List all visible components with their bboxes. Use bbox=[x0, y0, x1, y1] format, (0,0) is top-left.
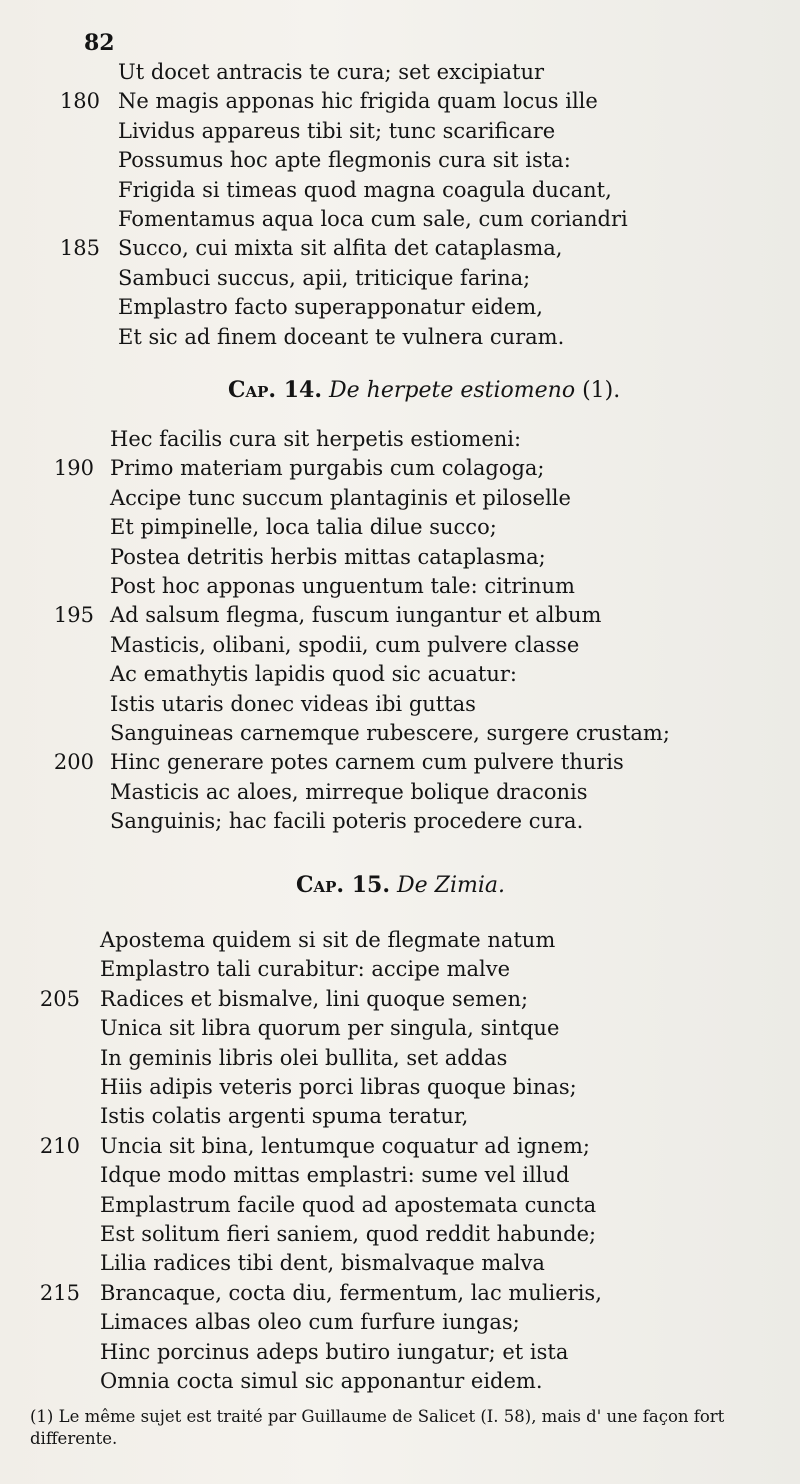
footnote: (1) Le même sujet est traité par Guillaume de Salicet (I. 58), mais d' une façon fort differente. bbox=[30, 1407, 725, 1448]
verse-line: Ne magis apponas hic frigida quam locus ille bbox=[118, 89, 598, 114]
verse-line: Est solitum fieri saniem, quod reddit habunde; bbox=[100, 1222, 597, 1246]
verse-line: Primo materiam purgabis cum colagoga; bbox=[110, 456, 545, 481]
verse-line: Hec facilis cura sit herpetis estiomeni: bbox=[110, 427, 522, 451]
verse-line: Succo, cui mixta sit alfita det cataplasma, bbox=[118, 236, 563, 261]
verse-line: Emplastro facto superapponatur eidem, bbox=[118, 295, 543, 320]
verse-line: Unica sit libra quorum per singula, sintque bbox=[100, 1016, 560, 1041]
verse-line: Limaces albas oleo cum furfure iungas; bbox=[100, 1310, 520, 1335]
verse-line: Emplastrum facile quod ad apostemata cuncta bbox=[100, 1192, 597, 1217]
verse-line: Istis colatis argenti spuma teratur, bbox=[100, 1104, 469, 1129]
verse-line: Radices et bismalve, lini quoque semen; bbox=[100, 986, 529, 1011]
verse-line: Sanguineas carnemque rubescere, surgere crustam; bbox=[110, 721, 670, 745]
verse-line: In geminis libris olei bullita, set addas bbox=[100, 1045, 508, 1070]
bleed-through bbox=[670, 40, 800, 1440]
verse-line: Possumus hoc apte flegmonis cura sit ista: bbox=[118, 148, 571, 173]
verse-line: Ut docet antracis te cura; set excipiatur bbox=[118, 60, 545, 84]
line-number: 195 bbox=[53, 603, 94, 628]
verse-line: Istis utaris donec videas ibi guttas bbox=[110, 691, 476, 716]
chapter-14-note-ref: (1). bbox=[582, 378, 621, 403]
verse-line: Post hoc apponas unguentum tale: citrinum bbox=[110, 574, 575, 598]
verse-line: Postea detritis herbis mittas cataplasma; bbox=[110, 544, 546, 569]
verse-line: Hinc porcinus adeps butiro iungatur; et ista bbox=[100, 1339, 569, 1364]
line-number: 215 bbox=[39, 1280, 80, 1305]
verse-line: Hinc generare potes carnem cum pulvere thuris bbox=[110, 750, 624, 775]
verse-line: Frigida si timeas quod magna coagula ducant, bbox=[118, 177, 612, 202]
verse-line: Ad salsum flegma, fuscum iungantur et album bbox=[110, 603, 602, 628]
verse-line: Lividus appareus tibi sit; tunc scarificare bbox=[118, 118, 556, 143]
verse-line: Masticis ac aloes, mirreque bolique draconis bbox=[110, 779, 588, 804]
verse-line: Masticis, olibani, spodii, cum pulvere classe bbox=[110, 632, 580, 657]
verse-line: Accipe tunc succum plantaginis et piloselle bbox=[110, 485, 571, 510]
line-number: 205 bbox=[39, 986, 80, 1011]
verse-line: Fomentamus aqua loca cum sale, cum coriandri bbox=[118, 207, 628, 231]
verse-line: Lilia radices tibi dent, bismalvaque malva bbox=[100, 1251, 545, 1276]
verse-line: Brancaque, cocta diu, fermentum, lac mulieris, bbox=[100, 1280, 602, 1305]
verse-line: Apostema quidem si sit de flegmate natum bbox=[100, 928, 556, 952]
verse-line: Et pimpinelle, loca talia dilue succo; bbox=[110, 515, 497, 540]
verse-line: Idque modo mittas emplastri: sume vel illud bbox=[100, 1163, 570, 1188]
verse-line: Emplastro tali curabitur: accipe malve bbox=[100, 957, 511, 982]
verse-line: Hiis adipis veteris porci libras quoque binas; bbox=[100, 1075, 577, 1099]
chapter-14-title: De herpete estiomeno bbox=[329, 378, 576, 403]
line-number: 180 bbox=[59, 89, 100, 114]
line-number: 210 bbox=[39, 1133, 80, 1158]
line-number: 185 bbox=[59, 236, 100, 261]
verse-line: Omnia cocta simul sic apponantur eidem. bbox=[100, 1369, 543, 1393]
line-number: 190 bbox=[53, 456, 94, 481]
page-number: 82 bbox=[84, 30, 115, 56]
verse-line: Uncia sit bina, lentumque coquatur ad ignem; bbox=[100, 1133, 590, 1158]
chapter-14-heading bbox=[228, 377, 620, 403]
chapter-14-cap: Cap. 14. bbox=[228, 377, 323, 403]
verse-line: Sambuci succus, apii, triticique farina; bbox=[118, 265, 531, 290]
chapter-15-title: De Zimia. bbox=[397, 873, 506, 898]
line-number: 200 bbox=[53, 750, 94, 775]
verse-line: Ac emathytis lapidis quod sic acuatur: bbox=[110, 662, 517, 687]
chapter-15-heading bbox=[296, 872, 505, 898]
verse-line: Sanguinis; hac facili poteris procedere cura. bbox=[110, 809, 584, 834]
verse-line: Et sic ad finem doceant te vulnera curam. bbox=[118, 324, 565, 349]
chapter-15-cap: Cap. 15. bbox=[296, 872, 391, 898]
